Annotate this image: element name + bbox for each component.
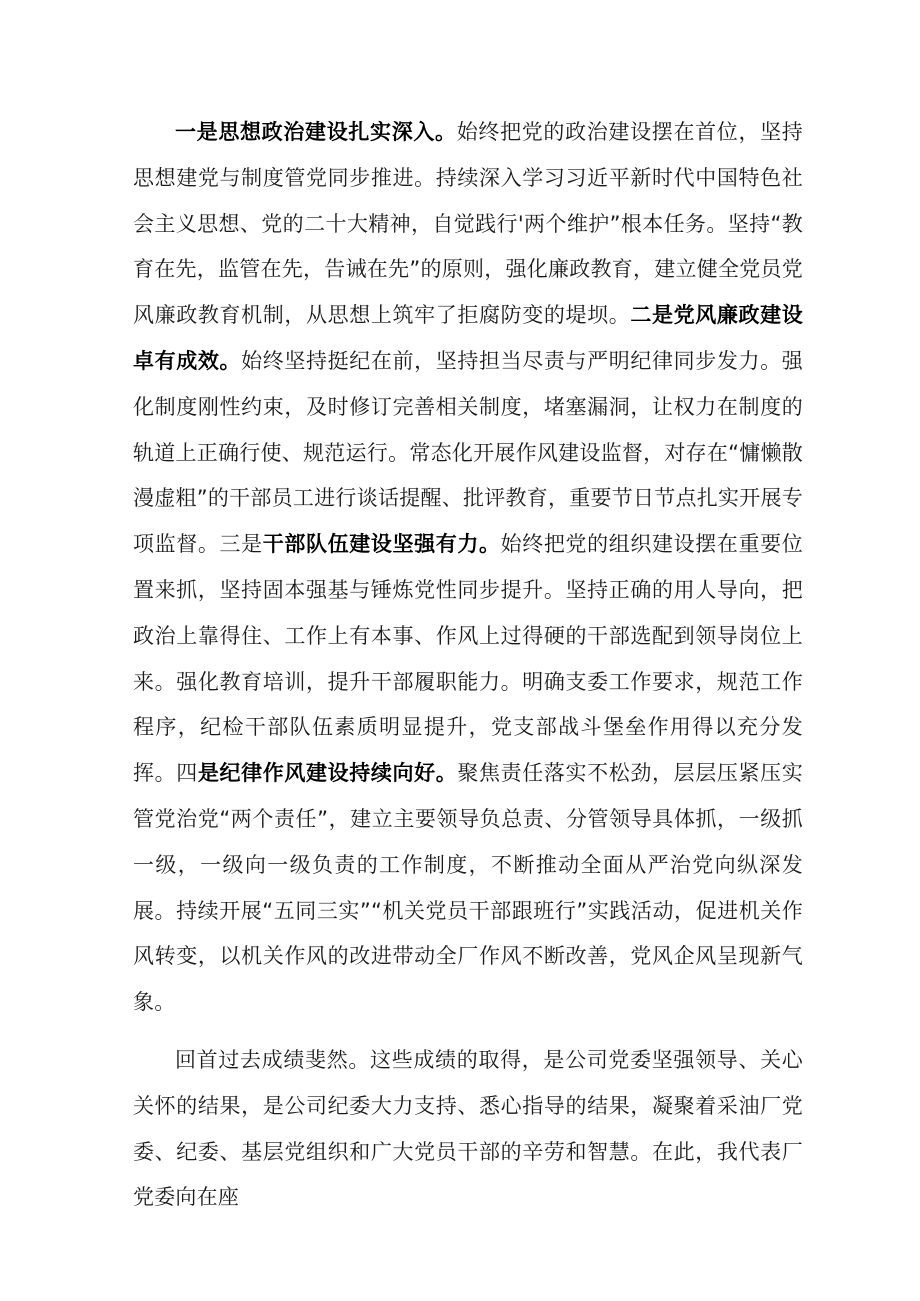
text-cadre-team: 始终把党的组织建设摆在重要位置来抓，坚持固本强基与锤炼党性同步提升。坚持正确的用人导向，把政治上靠得住、工作上有本事、作风上过得硬的干部选配到领导岗位上来。强化教育培训，提升干部履职能力。明确支委工作要求，规范工作程序，纪检干部队伍素质明显提升，党支部战斗堡垒作用得以充分发挥。四 [133, 532, 803, 786]
paragraph-achievements [133, 110, 803, 1026]
paragraph-review [133, 1038, 803, 1221]
heading-cadre-team: 干部队伍建设坚强有力。 [262, 532, 501, 557]
heading-integrity-building: 二是党风廉政建设卓有成效。 [133, 303, 803, 373]
heading-ideological-political: 一是思想政治建设扎实深入。 [175, 120, 457, 144]
text-integrity-building: 始终坚持挺纪在前，坚持担当尽责与严明纪律同步发力。强化制度刚性约束，及时修订完善相关制度，堵塞漏洞，让权力在制度的轨道上正确行使、规范运行。常态化开展作风建设监督，对存在“慵懒散漫虚粗”的干部员工进行谈话提醒、批评教育，重要节日节点扎实开展专项监督。三是 [133, 348, 804, 557]
heading-discipline-style: 是纪律作风建设持续向好。 [197, 761, 458, 786]
text-discipline-style: 聚焦责任落实不松劲，层层压紧压实管党治党“两个责任”，建立主要领导负总责、分管领导具体抓，一级抓一级，一级向一级负责的工作制度，不断推动全面从严治党向纵深发展。持续开展“五同三实”“机关党员干部跟班行”实践活动，促进机关作风转变，以机关作风的改进带动全厂作风不断改善，党风企风呈现新气象。 [133, 761, 803, 1015]
text-ideological-political: 始终把党的政治建设摆在首位，坚持思想建党与制度管党同步推进。持续深入学习习近平新时代中国特色社会主义思想、党的二十大精神，自觉践行'两个维护”根本任务。坚持“教育在先，监管在先，告诫在先”的原则，强化廉政教育，建立健全党员党风廉政教育机制，从思想上筑牢了拒腐防变的堤坝。 [133, 120, 803, 328]
document-body [133, 110, 803, 1221]
text-review: 回首过去成绩斐然。这些成绩的取得，是公司党委坚强领导、关心关怀的结果，是公司纪委大力支持、悉心指导的结果，凝聚着采油厂党委、纪委、基层党组织和广大党员干部的辛劳和智慧。在此，我代表厂党委向在座 [133, 1047, 803, 1210]
